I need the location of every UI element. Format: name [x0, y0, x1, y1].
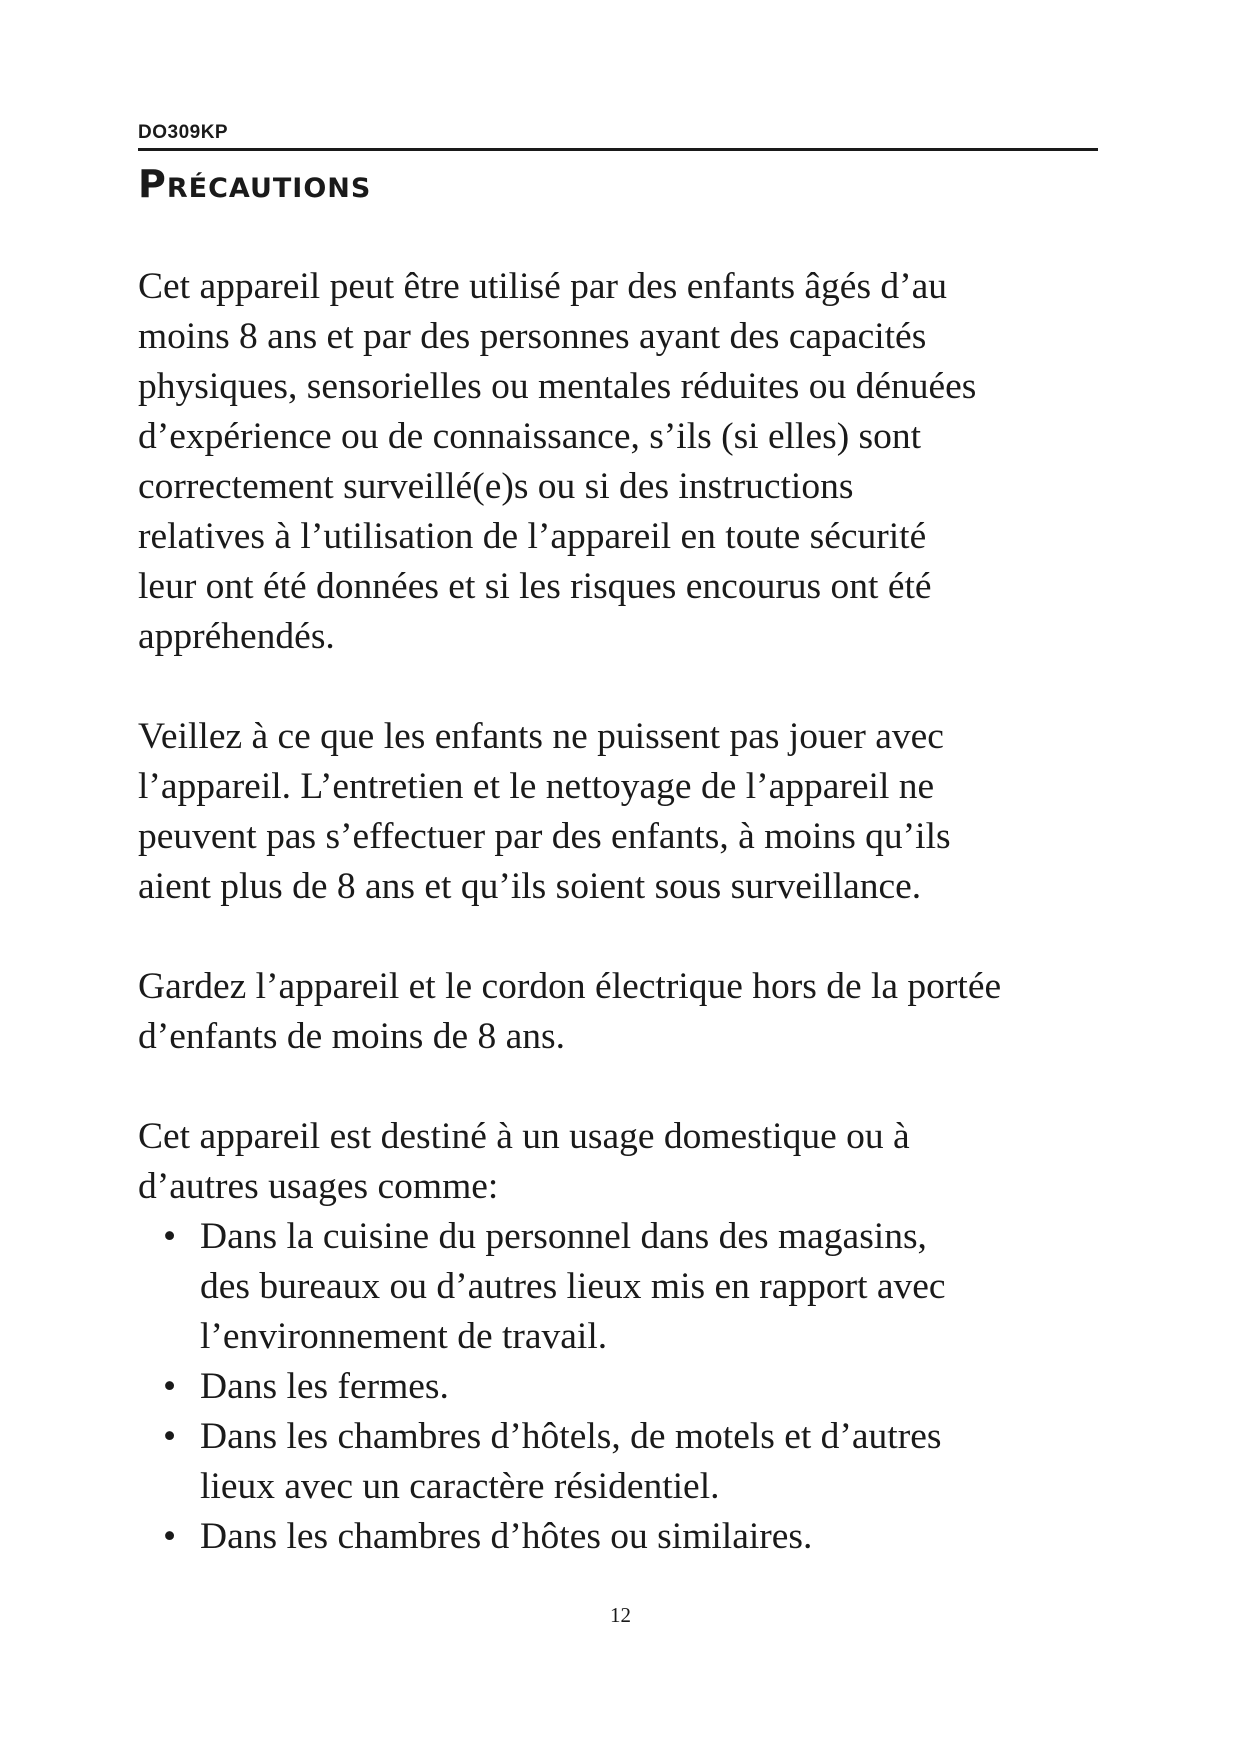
- list-item-text: Dans la cuisine du personnel dans des magasins, des bureaux ou d’autres lieux mis en rapport avec l’environnement de travail.: [200, 1216, 946, 1357]
- paragraph-intended-use: Cet appareil est destiné à un usage domestique ou à d’autres usages comme:: [138, 1116, 910, 1207]
- header-rule: [138, 148, 1098, 151]
- bullet-icon: •: [163, 1416, 177, 1457]
- paragraph-keep-away: Gardez l’appareil et le cordon électrique hors de la portée d’enfants de moins de 8 ans.: [138, 966, 1002, 1057]
- list-item-text: Dans les chambres d’hôtes ou similaires.: [200, 1516, 813, 1557]
- paragraph-children-supervision: Veillez à ce que les enfants ne puissent pas jouer avec l’appareil. L’entretien et le nettoyage de l’appareil ne peuvent pas s’effectuer par des enfants, à moins qu’ils aient plus de 8 ans et qu’ils soient sous surveillance.: [138, 716, 951, 907]
- list-item-text: Dans les chambres d’hôtels, de motels et d’autres lieux avec un caractère résidentiel.: [200, 1416, 942, 1507]
- list-item: [138, 1362, 1108, 1412]
- bullet-icon: •: [163, 1216, 177, 1257]
- page-number: 12: [610, 1603, 631, 1627]
- bullet-icon: •: [163, 1366, 177, 1407]
- intended-use-list: [138, 1212, 1108, 1562]
- document-body: [138, 262, 1108, 1562]
- paragraph-usage-restrictions: Cet appareil peut être utilisé par des enfants âgés d’au moins 8 ans et par des personnes ayant des capacités physiques, sensorielles ou mentales réduites ou dénuées d’expérience ou de connaissance, s’ils (si elles) sont correctement surveillé(e)s ou si des instructions relatives à l’utilisation de l’appareil en toute sécurité leur ont été données et si les risques encourus ont été appréhendés.: [138, 266, 977, 657]
- list-item: [138, 1412, 1108, 1512]
- model-number: DO309KP: [138, 122, 229, 143]
- list-item: [138, 1212, 1108, 1362]
- bullet-icon: •: [163, 1516, 177, 1557]
- list-item: [138, 1512, 1108, 1562]
- page-title: Précautions: [138, 162, 372, 206]
- list-item-text: Dans les fermes.: [200, 1366, 449, 1407]
